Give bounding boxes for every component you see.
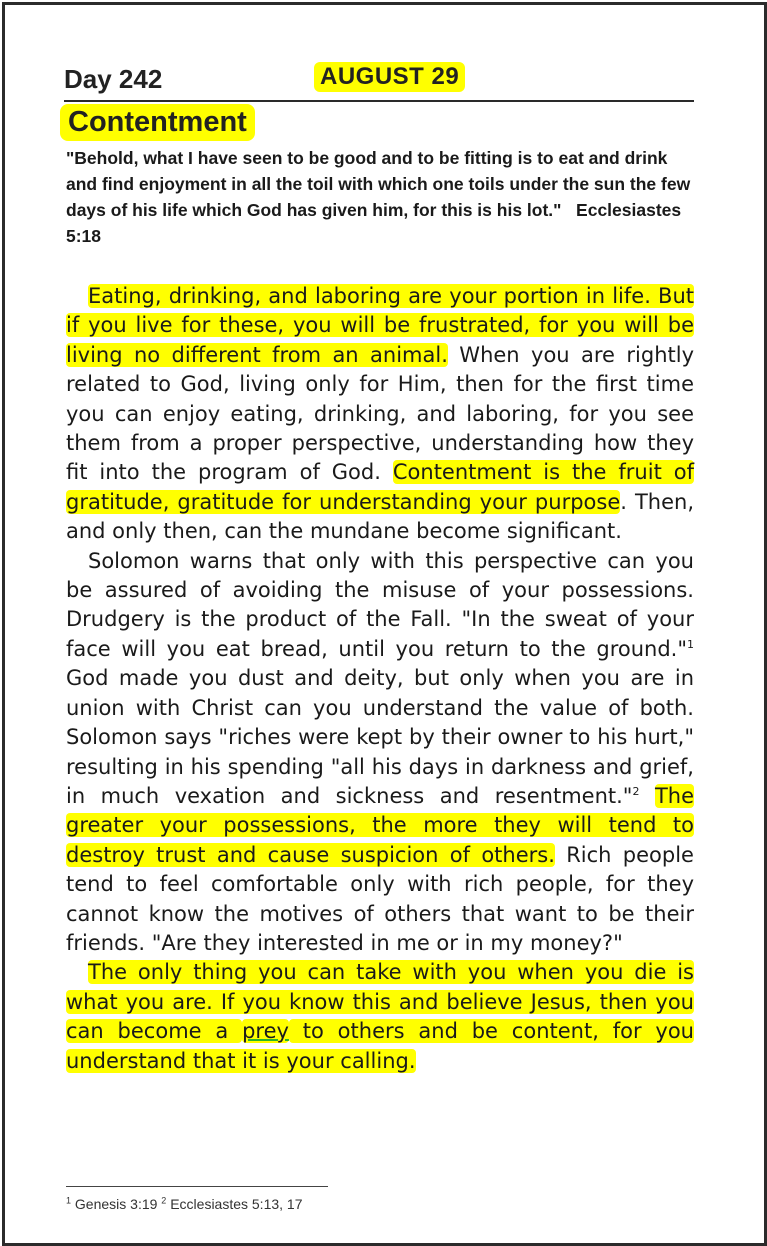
page-header bbox=[64, 64, 694, 102]
highlight: Eating, drinking, and laboring are your portion in life. But if you live for these, you will be frustrated, for you will be living no different from an animal. bbox=[66, 284, 694, 367]
paragraph-2 bbox=[66, 547, 694, 959]
footnote-2: Ecclesiastes 5:13, 17 bbox=[170, 1196, 303, 1212]
day-number: Day 242 bbox=[64, 64, 163, 94]
epigraph-reference: Ecclesiastes 5:18 bbox=[66, 200, 682, 246]
highlight: Contentment is the fruit of gratitude, gratitude for understanding your purpose bbox=[66, 460, 694, 514]
text-run: Rich people tend to feel comfortable only with rich people, for they cannot know the motives of others that want to be their friends. "Are they interested in me or in my money?" bbox=[66, 842, 694, 955]
text-run: Solomon warns that only with this perspective can you be assured of avoiding the misuse of your possessions. Drudgery is the product of the Fall. "In the sweat of your face will you eat bread, until you return to the ground." bbox=[66, 548, 694, 661]
highlight: The greater your possessions, the more they will tend to destroy trust and cause suspicion of others. bbox=[66, 783, 694, 867]
epigraph-quote: "Behold, what I have seen to be good and to be fitting is to eat and drink and find enjoyment in all the toil with which one toils under the sun the few days of his life which God has given him, for this is his lot." bbox=[66, 148, 691, 220]
epigraph bbox=[66, 145, 696, 249]
highlight: The only thing you can take with you when you die is what you are. If you know this and believe Jesus, then you can become a bbox=[66, 960, 694, 1044]
highlight: to others and be content, for you understand that it is your calling. bbox=[66, 1019, 694, 1073]
body-text bbox=[66, 282, 694, 1076]
paragraph-3 bbox=[66, 958, 694, 1076]
footnote-number: 2 bbox=[161, 1195, 167, 1206]
footnotes bbox=[66, 1196, 303, 1212]
text-run: . Then, and only then, can the mundane become significant. bbox=[66, 489, 694, 544]
page-title: Contentment bbox=[60, 104, 255, 141]
underlined-word: prey bbox=[242, 1019, 289, 1044]
date-label: AUGUST 29 bbox=[314, 62, 465, 92]
text-run: God made you dust and deity, but only when you are in union with Christ can you understand the value of both. Solomon says "riches were kept by their owner to his hurt," resulting in his spending "all his days in darkness and grief, in much vexation and sickness and resentment." bbox=[66, 666, 694, 808]
footnote-ref-2: 2 bbox=[632, 784, 640, 798]
text-run: When you are rightly related to God, living only for Him, then for the first time you can enjoy eating, drinking, and laboring, for you see them from a proper perspective, understanding how they fit into the program of God. bbox=[66, 342, 694, 485]
footnote-ref-1: 1 bbox=[687, 637, 694, 651]
footnote-number: 1 bbox=[66, 1195, 72, 1206]
footnote-divider bbox=[66, 1186, 328, 1187]
paragraph-1 bbox=[66, 282, 694, 547]
footnote-1: Genesis 3:19 bbox=[74, 1196, 158, 1212]
